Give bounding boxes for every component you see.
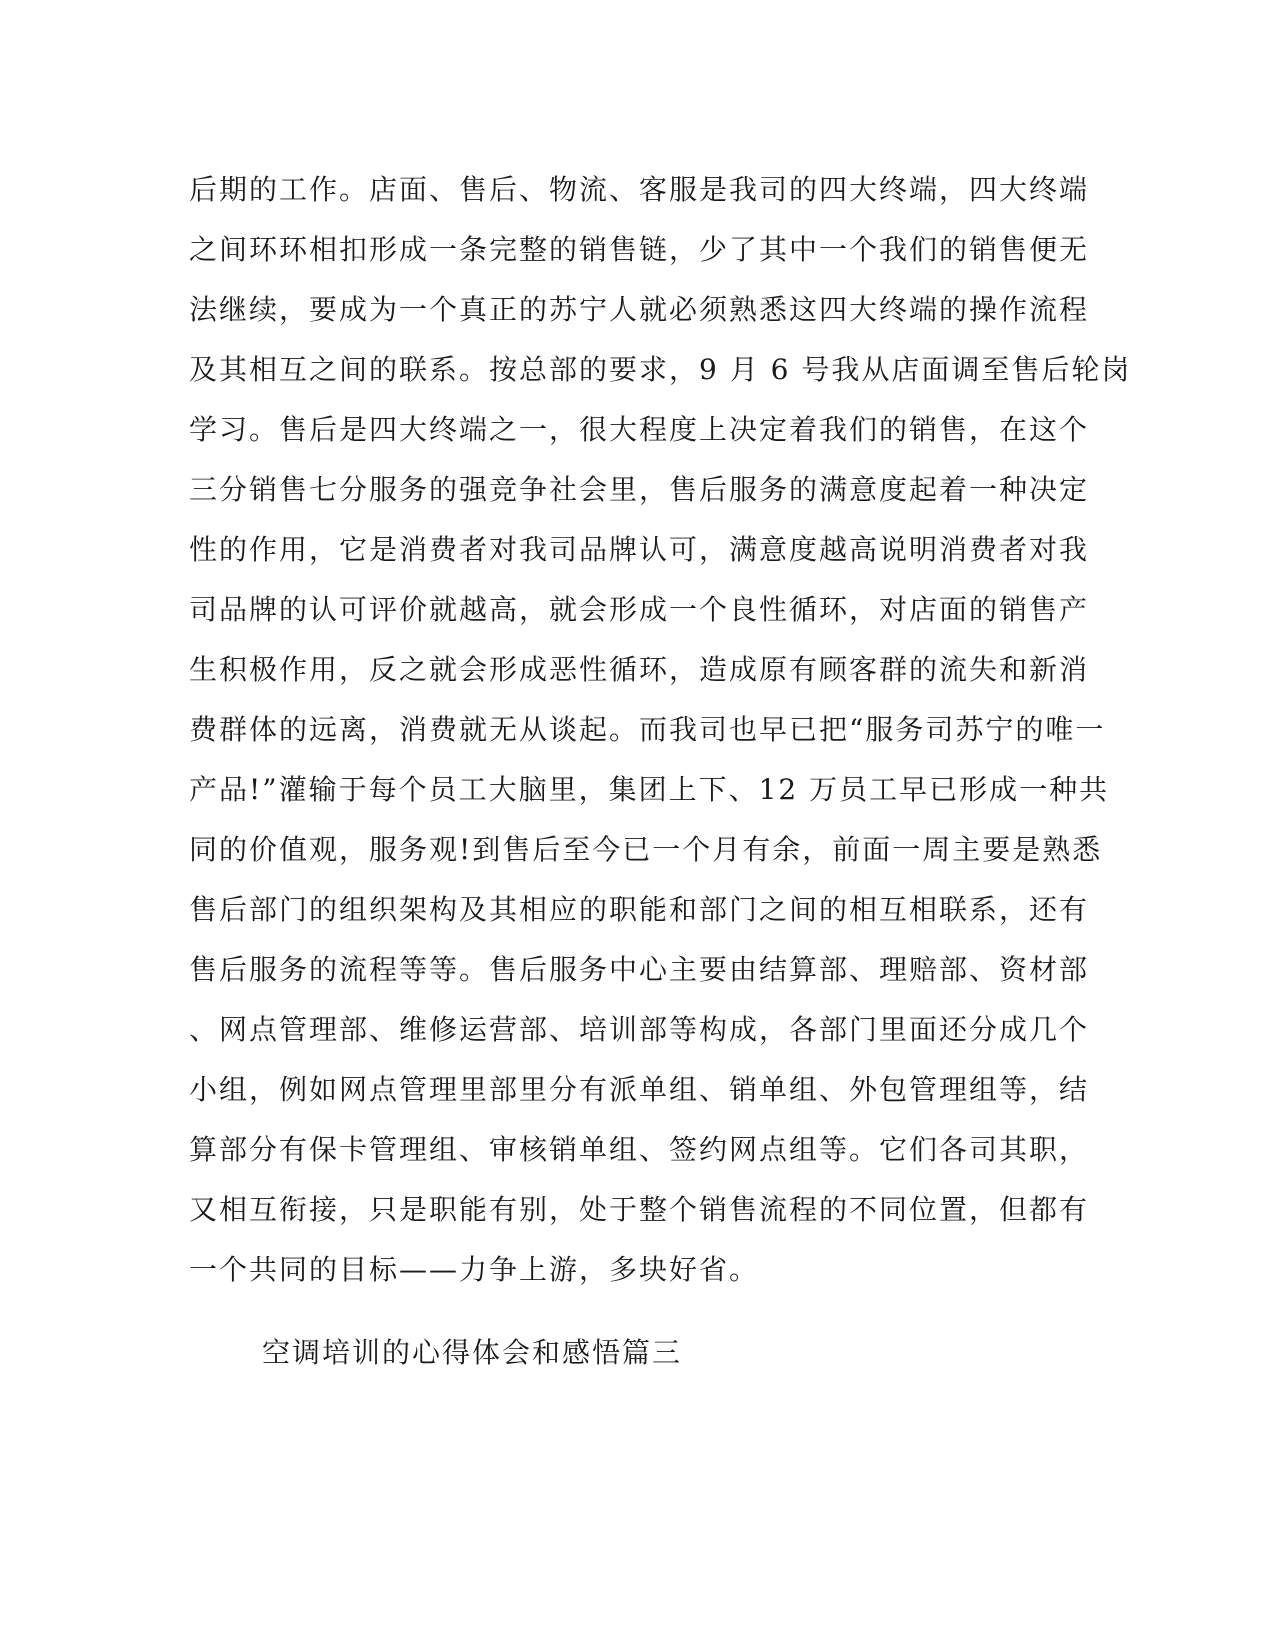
paragraph-line-5: 学习。售后是四大终端之一，很大程度上决定着我们的销售，在这个: [189, 413, 1090, 446]
paragraph-line-4: 及其相互之间的联系。按总部的要求，9 月 6 号我从店面调至售后轮岗: [189, 353, 1132, 386]
paragraph-line-10: 费群体的远离，消费就无从谈起。而我司也早已把“服务司苏宁的唯一: [189, 713, 1106, 746]
paragraph-line-9: 生积极作用，反之就会形成恶性循环，造成原有顾客群的流失和新消: [189, 653, 1090, 686]
paragraph-line-7: 性的作用，它是消费者对我司品牌认可，满意度越高说明消费者对我: [189, 533, 1090, 566]
paragraph-line-3: 法继续，要成为一个真正的苏宁人就必须熟悉这四大终端的操作流程: [189, 293, 1090, 326]
section-heading: 空调培训的心得体会和感悟篇三: [262, 1336, 683, 1369]
paragraph-line-15: 、网点管理部、维修运营部、培训部等构成，各部门里面还分成几个: [189, 1013, 1090, 1046]
paragraph-line-2: 之间环环相扣形成一条完整的销售链，少了其中一个我们的销售便无: [189, 233, 1090, 266]
paragraph-line-12: 同的价值观，服务观!到售后至今已一个月有余，前面一周主要是熟悉: [189, 833, 1103, 866]
paragraph-line-11: 产品!”灌输于每个员工大脑里，集团上下、12 万员工早已形成一种共: [189, 773, 1110, 806]
paragraph-line-6: 三分销售七分服务的强竞争社会里，售后服务的满意度起着一种决定: [189, 473, 1090, 506]
paragraph-line-17: 算部分有保卡管理组、审核销单组、签约网点组等。它们各司其职，: [189, 1133, 1090, 1166]
paragraph-line-1: 后期的工作。店面、售后、物流、客服是我司的四大终端，四大终端: [189, 173, 1090, 206]
body-paragraph: [189, 160, 1132, 1300]
paragraph-line-13: 售后部门的组织架构及其相应的职能和部门之间的相互相联系，还有: [189, 893, 1090, 926]
paragraph-line-16: 小组，例如网点管理里部里分有派单组、销单组、外包管理组等，结: [189, 1073, 1090, 1106]
paragraph-line-14: 售后服务的流程等等。售后服务中心主要由结算部、理赔部、资材部: [189, 953, 1090, 986]
paragraph-line-19: 一个共同的目标——力争上游，多块好省。: [189, 1253, 760, 1286]
paragraph-line-8: 司品牌的认可评价就越高，就会形成一个良性循环，对店面的销售产: [189, 593, 1090, 626]
paragraph-line-18: 又相互衔接，只是职能有别，处于整个销售流程的不同位置，但都有: [189, 1193, 1090, 1226]
